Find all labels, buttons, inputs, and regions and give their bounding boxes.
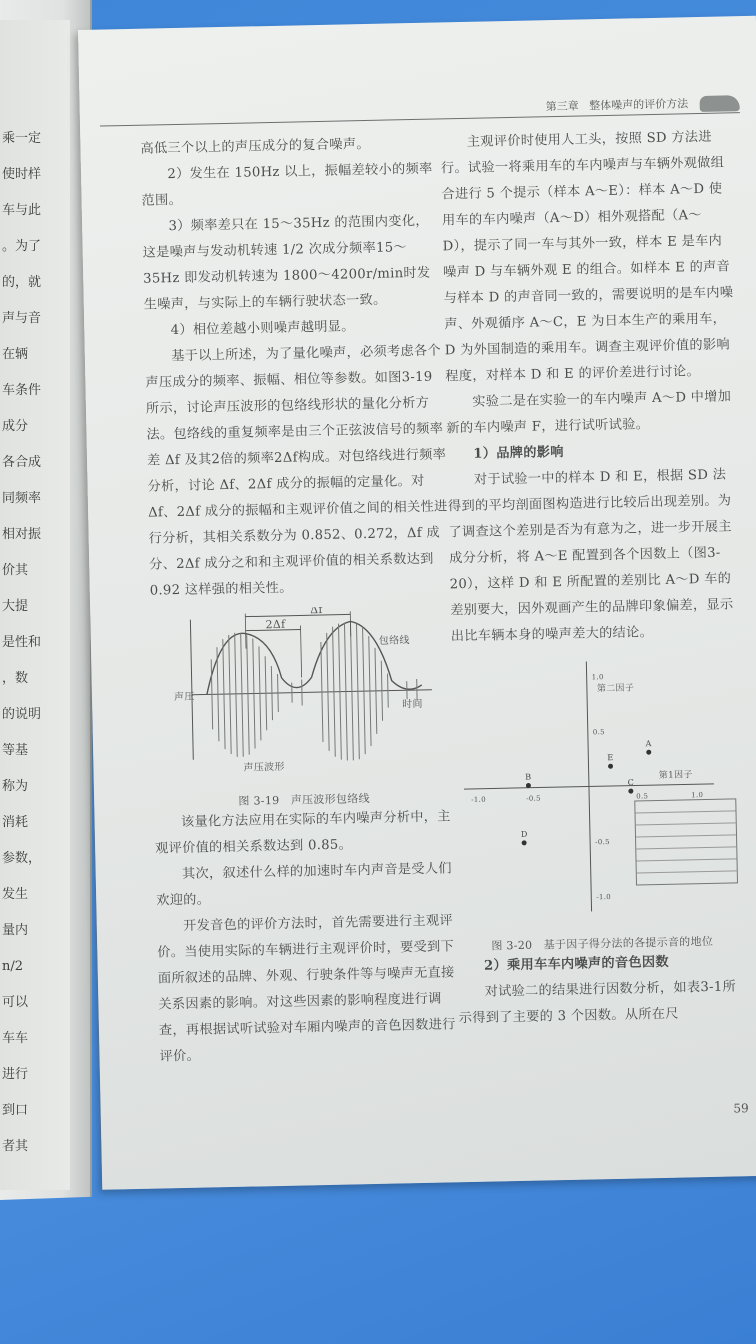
left-page-text-fragment: 到口 (2, 1103, 29, 1118)
left-page-text-fragment: 车与此 (2, 203, 42, 218)
chapter-title: 整体噪声的评价方法 (589, 97, 689, 113)
paragraph: 其次，叙述什么样的加速时车内声音是受人们欢迎的。 (156, 861, 452, 909)
paragraph: 开发音色的评价方法时，首先需要进行主观评价。当使用实际的车辆进行主观评价时，要受到下面所叙述的品牌、外观、行驶条件等与噪声无直接关系因素的影响。对这些因素的影响程度进行调查，再根据试听试验对车厢内噪声的音色因数进行评价。 (157, 913, 456, 1065)
left-page-text-fragment: 发生 (2, 887, 29, 902)
x-tick-label: 0.5 (636, 792, 649, 801)
factor-table (634, 798, 738, 885)
page-number: 59 (733, 1101, 749, 1116)
left-page-text-fragment: 消耗 (2, 815, 29, 830)
y-axis-label: 第二因子 (596, 683, 635, 695)
data-point (522, 840, 527, 845)
paragraph: 实验二是在实验一的车内噪声 A～D 中增加新的车内噪声 F，进行试听试验。 (446, 389, 732, 437)
figure-3-20 (451, 648, 747, 954)
x-tick-label: -1.0 (471, 795, 486, 804)
label-pressure-axis: 声压 (173, 691, 195, 704)
label-envelope: 包络线 (378, 635, 410, 647)
left-page-edge (0, 20, 70, 1190)
left-page-text-fragment: n/2 (2, 959, 24, 974)
y-tick-label: -1.0 (596, 893, 612, 902)
left-page-text-fragment: 的，就 (2, 275, 42, 290)
car-icon (700, 95, 740, 112)
paragraph: 4）相位差越小则噪声越明显。 (170, 319, 355, 339)
left-page-text-fragment: 同频率 (2, 491, 42, 506)
left-column (140, 130, 459, 1070)
left-page-text-fragment: 使时样 (2, 167, 42, 182)
left-page-text-fragment: 车条件 (2, 383, 42, 398)
figure-caption: 图 3-20 基于因子得分法的各提示音的地位 (491, 934, 714, 953)
point-label: C (627, 778, 635, 788)
left-page-text-fragment: 声与音 (2, 311, 42, 326)
left-page-text-fragment: 。为了 (2, 239, 42, 254)
paragraph: 对于试验一中的样本 D 和 E，根据 SD 法得到的平均剖面图构造进行比较后出现差别。为了调查这个差别是否为有意为之，进一步开展主成分分析，将 A～E 配置到各个因数上（图3-20），这样 D 和 E 所配置的差别比 A～D 车的差别要大，因外观画产生的品牌印象偏差，显示出比车辆本身的噪声差大的结论。 (447, 467, 734, 645)
x-tick-label: -0.5 (526, 794, 541, 803)
left-page-text-fragment: 量内 (2, 923, 29, 938)
point-label: D (520, 829, 528, 839)
figure-3-19 (150, 604, 454, 810)
left-page-text-fragment: 可以 (2, 995, 29, 1010)
running-header (100, 94, 740, 126)
subheading: 2）乘用车车内噪声的音色因数 (483, 954, 670, 974)
left-page-text-fragment: 在辆 (2, 347, 29, 362)
x-axis-label: 第1因子 (658, 770, 693, 782)
left-page-text-fragment: ，数 (2, 671, 29, 686)
left-page-text-fragment: 乘一定 (2, 131, 42, 146)
left-page-text-fragment: 的说明 (2, 707, 42, 722)
y-tick-label: 0.5 (592, 728, 605, 737)
left-page-text-fragment: 车车 (2, 1031, 29, 1046)
left-page-text-fragment: 参数， (2, 851, 42, 866)
paragraph: 对试验二的结果进行因数分析，如表3-1所示得到了主要的 3 个因数。从所在尺 (458, 979, 737, 1027)
point-label: A (645, 739, 652, 749)
y-tick-label: -0.5 (595, 838, 610, 847)
data-point (628, 789, 633, 794)
y-tick-label: 1.0 (591, 673, 604, 682)
left-page-text-fragment: 是性和 (2, 635, 42, 650)
point-label: B (525, 772, 532, 782)
paragraph: 3）频率差只在 15～35Hz 的范围内变化，这是噪声与发动机转速 1/2 次成分频率15～35Hz 即发动机转速为 1800～4200r/min时发生噪声，与实际上的车辆行驶状态一致。 (142, 213, 431, 313)
label-2df: 2Δf (265, 617, 286, 632)
left-page-text-fragment: 者其 (2, 1139, 29, 1154)
left-page-text-fragment: 称为 (2, 779, 29, 794)
figure-caption: 图 3-19 声压波形包络线 (238, 792, 370, 808)
paragraph: 2）发生在 150Hz 以上，振幅差较小的频率范围。 (141, 161, 433, 209)
subheading: 1）品牌的影响 (473, 444, 564, 462)
left-page-text-fragment: 成分 (2, 419, 29, 434)
left-page-text-fragment: 大提 (2, 599, 29, 614)
book-page (78, 16, 756, 1190)
left-page-text-fragment: 相对振 (2, 527, 42, 542)
data-point (646, 750, 651, 755)
left-page-text-fragment: 价其 (2, 563, 29, 578)
right-column (440, 124, 749, 1032)
envelope-waveform-figure (150, 605, 443, 781)
paragraph: 主观评价时使用人工头，按照 SD 方法进行。试验一将乘用车的车内噪声与车辆外观做组合进行 5 个提示（样本 A～E）：样本 A～D 使用车的车内噪声（A～D）相外观搭配（A～D），提示了同一车与其外一致，样本 E 是车内噪声 D 与车辆外观 E 的组合。如样本 E 的声音与样本 D 的声音同一致的，需要说明的是车内噪声、外观循序 A～C，E 为日本生产的乘用车，D 为外国制造的乘用车。调查主观评价值的影响程度，对样本 D 和 E 的评价差进行讨论。 (440, 129, 734, 385)
point-label: E (607, 753, 614, 763)
label-df: Δf (310, 604, 323, 617)
left-page-text-fragment: 各合成 (2, 455, 42, 470)
paragraph: 高低三个以上的声压成分的复合噪声。 (140, 136, 370, 157)
paragraph: 基于以上所述，为了量化噪声，必须考虑各个声压成分的频率、振幅、相位等参数。如图3-19所示，讨论声压波形的包络线形状的量化分析方法。包络线的重复频率是由三个正弦波信号的频率差 Δf 及其2倍的频率2Δf构成。对包络线进行频率分析，讨论 Δf、2Δf 成分的振幅的定量化。对 Δf、2Δf 成分的振幅和主观评价值之间的相关性进行分析，其相关系数分为 0.852、0.272，Δf 成分、2Δf 成分之和和主观评价值的相关系数达到 0.92 这样强的相关性。 (145, 343, 448, 599)
x-tick-label: 1.0 (691, 791, 704, 800)
left-page-text-fragment: 进行 (2, 1067, 29, 1082)
left-page-text-fragment: 等基 (2, 743, 29, 758)
label-time: 时间 (402, 698, 423, 711)
label-pressure-waveform: 声压波形 (243, 761, 285, 774)
chapter-label: 第三章 (545, 99, 579, 114)
data-point (608, 764, 613, 769)
paragraph: 该量化方法应用在实际的车内噪声分析中，主观评价值的相关系数达到 0.85。 (155, 809, 451, 857)
